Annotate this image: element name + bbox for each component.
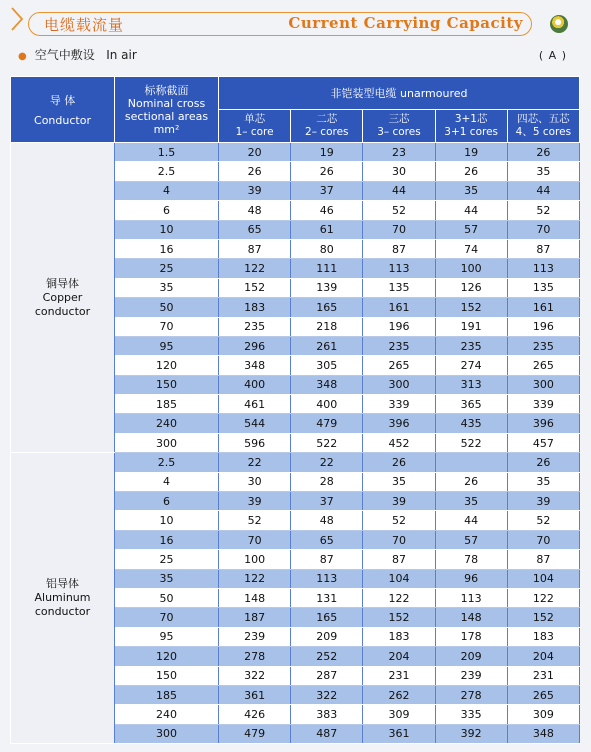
value-cell: 46: [291, 201, 363, 220]
value-cell: 87: [363, 550, 435, 569]
value-cell: 148: [219, 588, 291, 607]
area-cell: 70: [115, 317, 219, 336]
header-conductor-cn: 导 体: [49, 94, 76, 107]
value-cell: 479: [291, 414, 363, 433]
header-area-en1: Nominal cross: [127, 96, 206, 110]
area-cell: 10: [115, 220, 219, 239]
value-cell: 111: [291, 259, 363, 278]
value-cell: 70: [507, 530, 579, 549]
header-area-cn: 标称截面: [144, 83, 189, 97]
value-cell: 148: [435, 608, 507, 627]
value-cell: 183: [363, 627, 435, 646]
area-cell: 95: [115, 336, 219, 355]
header-group: 非铠装型电缆 unarmoured: [219, 77, 580, 110]
value-cell: 165: [291, 298, 363, 317]
value-cell: 287: [291, 666, 363, 685]
area-cell: 185: [115, 395, 219, 414]
value-cell: 487: [291, 724, 363, 743]
area-cell: 120: [115, 356, 219, 375]
value-cell: 113: [507, 259, 579, 278]
value-cell: 37: [291, 492, 363, 511]
value-cell: 479: [219, 724, 291, 743]
column-header: [363, 110, 435, 143]
value-cell: 183: [219, 298, 291, 317]
value-cell: 209: [291, 627, 363, 646]
value-cell: 322: [291, 685, 363, 704]
value-cell: 26: [291, 162, 363, 181]
area-cell: 300: [115, 433, 219, 452]
column-header-en: 3– cores: [377, 126, 421, 138]
column-header-cn: 单芯: [244, 113, 266, 125]
page-title-cn: 电缆载流量: [44, 16, 125, 34]
value-cell: 57: [435, 530, 507, 549]
group-label-text: conductor: [34, 304, 91, 318]
value-cell: 161: [363, 298, 435, 317]
area-cell: 6: [115, 492, 219, 511]
subtitle-cn: 空气中敷设: [34, 48, 95, 62]
value-cell: 48: [291, 511, 363, 530]
value-cell: 152: [435, 298, 507, 317]
page-header: [0, 0, 591, 44]
header-area: [115, 77, 219, 143]
column-header: [291, 110, 363, 143]
value-cell: 35: [363, 472, 435, 491]
value-cell: 52: [507, 201, 579, 220]
value-cell: 239: [219, 627, 291, 646]
value-cell: 87: [363, 239, 435, 258]
value-cell: 100: [219, 550, 291, 569]
value-cell: 196: [507, 317, 579, 336]
value-cell: 122: [219, 569, 291, 588]
value-cell: 80: [291, 239, 363, 258]
area-cell: 16: [115, 239, 219, 258]
value-cell: 35: [435, 181, 507, 200]
area-cell: 6: [115, 201, 219, 220]
value-cell: 252: [291, 647, 363, 666]
value-cell: 22: [291, 453, 363, 472]
area-cell: 1.5: [115, 143, 219, 162]
area-cell: 150: [115, 666, 219, 685]
column-header-en: 1– core: [235, 126, 274, 138]
value-cell: 161: [507, 298, 579, 317]
column-header: [219, 110, 291, 143]
value-cell: 204: [363, 647, 435, 666]
column-header: [507, 110, 579, 143]
group-label-text: Aluminum: [34, 591, 91, 605]
value-cell: 52: [363, 511, 435, 530]
value-cell: 309: [363, 705, 435, 724]
value-cell: 44: [435, 201, 507, 220]
value-cell: 100: [435, 259, 507, 278]
value-cell: 52: [363, 201, 435, 220]
column-header-cn: 3+1芯: [454, 113, 488, 125]
value-cell: 139: [291, 278, 363, 297]
chevron-right-icon: [10, 6, 24, 32]
value-cell: 165: [291, 608, 363, 627]
value-cell: 383: [291, 705, 363, 724]
value-cell: 300: [363, 375, 435, 394]
value-cell: 122: [507, 588, 579, 607]
area-cell: 150: [115, 375, 219, 394]
value-cell: 262: [363, 685, 435, 704]
value-cell: 196: [363, 317, 435, 336]
value-cell: 113: [291, 569, 363, 588]
value-cell: 339: [363, 395, 435, 414]
value-cell: 152: [507, 608, 579, 627]
value-cell: 44: [363, 181, 435, 200]
value-cell: 426: [219, 705, 291, 724]
value-cell: 122: [363, 588, 435, 607]
value-cell: 461: [219, 395, 291, 414]
value-cell: 26: [507, 143, 579, 162]
value-cell: 361: [219, 685, 291, 704]
value-cell: 339: [507, 395, 579, 414]
value-cell: 65: [291, 530, 363, 549]
value-cell: 313: [435, 375, 507, 394]
value-cell: 231: [507, 666, 579, 685]
value-cell: 457: [507, 433, 579, 452]
column-header-cn: 三芯: [388, 113, 410, 125]
value-cell: 235: [363, 336, 435, 355]
bullet-icon: ●: [18, 51, 27, 62]
value-cell: 87: [291, 550, 363, 569]
value-cell: 57: [435, 220, 507, 239]
value-cell: 152: [363, 608, 435, 627]
value-cell: 261: [291, 336, 363, 355]
value-cell: 152: [219, 278, 291, 297]
value-cell: 309: [507, 705, 579, 724]
value-cell: 19: [291, 143, 363, 162]
column-header-en: 2– cores: [305, 126, 349, 138]
section-subtitle: [18, 46, 137, 63]
value-cell: 70: [363, 220, 435, 239]
value-cell: 135: [507, 278, 579, 297]
column-header: [435, 110, 507, 143]
value-cell: 70: [363, 530, 435, 549]
value-cell: 35: [507, 162, 579, 181]
value-cell: 104: [363, 569, 435, 588]
value-cell: 44: [507, 181, 579, 200]
value-cell: 231: [363, 666, 435, 685]
value-cell: 400: [219, 375, 291, 394]
copper-group-label: [11, 143, 115, 453]
value-cell: 452: [363, 433, 435, 452]
value-cell: 61: [291, 220, 363, 239]
column-header-en: 4、5 cores: [515, 126, 572, 138]
value-cell: 204: [507, 647, 579, 666]
value-cell: 218: [291, 317, 363, 336]
area-cell: 240: [115, 705, 219, 724]
value-cell: 48: [219, 201, 291, 220]
value-cell: 361: [363, 724, 435, 743]
aluminum-group-label: [11, 453, 115, 744]
page-title-en: Current Carrying Capacity: [288, 14, 523, 32]
area-cell: 4: [115, 181, 219, 200]
value-cell: 39: [507, 492, 579, 511]
value-cell: 235: [435, 336, 507, 355]
area-cell: 50: [115, 588, 219, 607]
area-cell: 35: [115, 569, 219, 588]
value-cell: 322: [219, 666, 291, 685]
value-cell: 87: [507, 239, 579, 258]
value-cell: 23: [363, 143, 435, 162]
group-label-text: 铝导体: [46, 577, 79, 591]
area-cell: 120: [115, 647, 219, 666]
value-cell: 52: [507, 511, 579, 530]
value-cell: 52: [219, 511, 291, 530]
value-cell: 278: [219, 647, 291, 666]
value-cell: 20: [219, 143, 291, 162]
value-cell: 522: [291, 433, 363, 452]
value-cell: 26: [435, 162, 507, 181]
area-cell: 50: [115, 298, 219, 317]
value-cell: 596: [219, 433, 291, 452]
area-cell: 10: [115, 511, 219, 530]
value-cell: 135: [363, 278, 435, 297]
group-label-text: 铜导体: [46, 276, 79, 290]
value-cell: 191: [435, 317, 507, 336]
column-header-cn: 四芯、五芯: [517, 113, 570, 125]
value-cell: 26: [507, 453, 579, 472]
value-cell: 96: [435, 569, 507, 588]
value-cell: 35: [435, 492, 507, 511]
value-cell: 87: [507, 550, 579, 569]
area-cell: 185: [115, 685, 219, 704]
value-cell: 70: [219, 530, 291, 549]
value-cell: 183: [507, 627, 579, 646]
area-cell: 2.5: [115, 162, 219, 181]
value-cell: 522: [435, 433, 507, 452]
value-cell: 28: [291, 472, 363, 491]
area-cell: 35: [115, 278, 219, 297]
value-cell: 131: [291, 588, 363, 607]
area-cell: 16: [115, 530, 219, 549]
value-cell: 396: [507, 414, 579, 433]
area-cell: 25: [115, 550, 219, 569]
value-cell: 78: [435, 550, 507, 569]
header-area-unit: mm²: [153, 122, 180, 136]
header-conductor: [11, 77, 115, 143]
value-cell: 113: [363, 259, 435, 278]
value-cell: 305: [291, 356, 363, 375]
table-row: [11, 453, 580, 472]
value-cell: 65: [219, 220, 291, 239]
value-cell: 178: [435, 627, 507, 646]
group-label-text: Copper: [42, 290, 83, 304]
value-cell: 348: [219, 356, 291, 375]
value-cell: 74: [435, 239, 507, 258]
value-cell: 44: [435, 511, 507, 530]
value-cell: 365: [435, 395, 507, 414]
value-cell: 104: [507, 569, 579, 588]
subtitle-en: In air: [106, 48, 137, 62]
value-cell: 235: [219, 317, 291, 336]
area-cell: 70: [115, 608, 219, 627]
header-area-en2: sectional areas: [124, 109, 209, 123]
column-header-en: 3+1 cores: [444, 126, 499, 138]
value-cell: 87: [219, 239, 291, 258]
value-cell: 26: [219, 162, 291, 181]
area-cell: 25: [115, 259, 219, 278]
value-cell: 39: [219, 492, 291, 511]
capacity-table: [10, 76, 580, 744]
header-conductor-en: Conductor: [34, 114, 91, 127]
value-cell: 126: [435, 278, 507, 297]
value-cell: 396: [363, 414, 435, 433]
value-cell: 22: [219, 453, 291, 472]
value-cell: 265: [363, 356, 435, 375]
value-cell: 70: [507, 220, 579, 239]
value-cell: 35: [507, 472, 579, 491]
area-cell: 240: [115, 414, 219, 433]
area-cell: 300: [115, 724, 219, 743]
value-cell: 544: [219, 414, 291, 433]
value-cell: 265: [507, 356, 579, 375]
value-cell: 30: [363, 162, 435, 181]
value-cell: 122: [219, 259, 291, 278]
unit-label: ( A ): [538, 49, 567, 62]
value-cell: [435, 453, 507, 472]
brand-logo-icon: [550, 15, 568, 33]
value-cell: 239: [435, 666, 507, 685]
value-cell: 209: [435, 647, 507, 666]
value-cell: 400: [291, 395, 363, 414]
group-label-text: conductor: [34, 605, 91, 619]
value-cell: 335: [435, 705, 507, 724]
value-cell: 39: [219, 181, 291, 200]
value-cell: 26: [363, 453, 435, 472]
value-cell: 348: [507, 724, 579, 743]
value-cell: 278: [435, 685, 507, 704]
value-cell: 39: [363, 492, 435, 511]
area-cell: 95: [115, 627, 219, 646]
value-cell: 300: [507, 375, 579, 394]
value-cell: 113: [435, 588, 507, 607]
value-cell: 435: [435, 414, 507, 433]
value-cell: 37: [291, 181, 363, 200]
value-cell: 296: [219, 336, 291, 355]
value-cell: 235: [507, 336, 579, 355]
area-cell: 4: [115, 472, 219, 491]
value-cell: 348: [291, 375, 363, 394]
value-cell: 392: [435, 724, 507, 743]
value-cell: 274: [435, 356, 507, 375]
value-cell: 26: [435, 472, 507, 491]
table-row: [11, 143, 580, 162]
area-cell: 2.5: [115, 453, 219, 472]
value-cell: 187: [219, 608, 291, 627]
column-header-cn: 二芯: [316, 113, 338, 125]
value-cell: 30: [219, 472, 291, 491]
value-cell: 19: [435, 143, 507, 162]
value-cell: 265: [507, 685, 579, 704]
